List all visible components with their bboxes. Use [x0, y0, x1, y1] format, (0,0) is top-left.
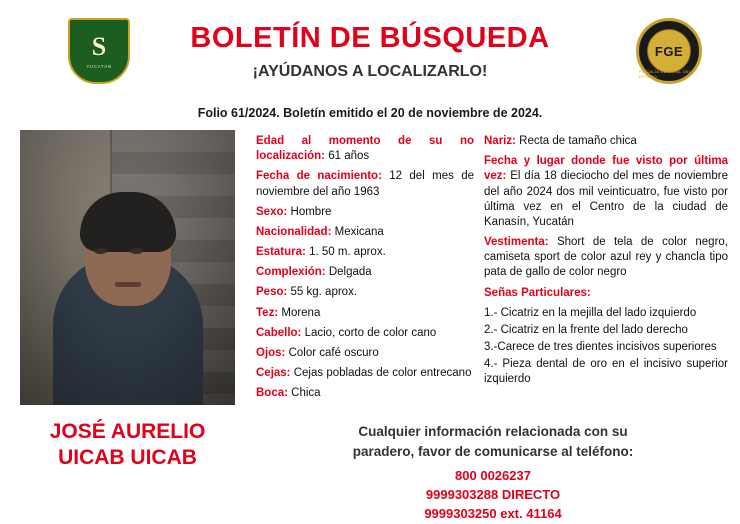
- detail-skin-value: Morena: [281, 306, 321, 319]
- photo-vignette: [20, 130, 235, 405]
- detail-last-seen: [484, 154, 728, 230]
- yucatan-state-crest-icon: [68, 18, 130, 84]
- contact-phone-list: [256, 467, 730, 524]
- senas-particulares-label: Señas Particulares:: [484, 286, 591, 299]
- detail-last-seen-value: El día 18 dieciocho del mes de noviembre del año 2024 dos mil veinticuatro, fue visto por última vez en el Centro de la ciudad de Kanasín, Yucatán: [484, 170, 728, 228]
- detail-hair-label: Cabello:: [256, 326, 302, 339]
- detail-nose-value: Recta de tamaño chica: [519, 135, 637, 147]
- detail-sex: [256, 205, 474, 220]
- detail-mouth: [256, 386, 474, 401]
- detail-nationality: [256, 225, 474, 240]
- detail-age: [256, 134, 474, 164]
- contact-phone[interactable]: 9999303250 ext. 41164: [424, 505, 562, 521]
- detail-eyes-value: Color café oscuro: [288, 346, 379, 359]
- detail-clothing: [484, 235, 728, 281]
- details-column-left: [256, 134, 474, 406]
- crest-letter: S: [91, 31, 107, 61]
- folio-line: Folio 61/2024. Boletín emitido el 20 de noviembre de 2024.: [197, 106, 543, 120]
- fge-seal-ring-text: FISCALÍA GENERAL DEL ESTADO: [639, 69, 692, 79]
- detail-mouth-value: Chica: [291, 387, 321, 400]
- detail-eyebrows: [256, 366, 474, 381]
- detail-sex-label: Sexo:: [256, 205, 288, 218]
- page-title: BOLETÍN DE BÚSQUEDA: [190, 22, 550, 54]
- contact-instruction: [256, 422, 730, 461]
- senas-item: 2.- Cicatriz en la frente del lado derecho: [484, 323, 688, 336]
- senas-item: 3.-Carece de tres dientes incisivos superiores: [484, 341, 717, 354]
- detail-build-value: Delgada: [328, 266, 372, 279]
- detail-skin: [256, 306, 474, 321]
- senas-item: 4.- Pieza dental de oro en el incisivo superior izquierdo: [484, 358, 728, 386]
- fge-seal-icon: [636, 18, 702, 84]
- contact-phone[interactable]: 9999303288 DIRECTO: [425, 486, 561, 502]
- detail-mouth-label: Boca:: [256, 387, 288, 400]
- detail-sex-value: Hombre: [290, 205, 332, 218]
- contact-instruction-line-2: paradero, favor de comunicarse al teléfono:: [352, 443, 634, 459]
- detail-weight: [256, 285, 474, 300]
- detail-eyes-label: Ojos:: [256, 346, 286, 359]
- person-name-line-1: JOSÉ AURELIO: [49, 420, 206, 443]
- detail-build-label: Complexión:: [256, 266, 326, 279]
- contact-phone[interactable]: 800 0026237: [455, 468, 531, 484]
- senas-particulares-list: [484, 306, 728, 388]
- detail-height-label: Estatura:: [256, 246, 306, 259]
- detail-hair-value: Lacio, corto de color cano: [304, 326, 437, 339]
- crest-caption: YUCATÁN: [86, 63, 112, 69]
- detail-birthdate: [256, 169, 474, 199]
- poster-body: [0, 130, 740, 521]
- detail-nationality-label: Nacionalidad:: [256, 225, 332, 238]
- page-subtitle: ¡AYÚDANOS A LOCALIZARLO!: [252, 63, 488, 80]
- detail-skin-label: Tez:: [256, 306, 279, 319]
- detail-build: [256, 265, 474, 280]
- detail-eyebrows-label: Cejas:: [256, 367, 291, 380]
- detail-eyes: [256, 346, 474, 361]
- photo-block: [20, 130, 235, 472]
- detail-clothing-value: Short de tela de color negro, camiseta sport de color azul rey y chancla tipo pata de gallo de color negro: [484, 236, 728, 279]
- detail-height-value: 1. 50 m. aprox.: [309, 246, 386, 259]
- contact-footer: [256, 422, 730, 524]
- fge-seal-text: FGE: [647, 29, 691, 73]
- detail-weight-value: 55 kg. aprox.: [290, 286, 358, 299]
- senas-item: 1.- Cicatriz en la mejilla del lado izquierdo: [484, 306, 697, 319]
- poster-header: [0, 0, 740, 92]
- missing-person-name: [20, 419, 235, 472]
- detail-age-label: Edad al momento de su no localización:: [256, 135, 474, 163]
- contact-instruction-line-1: Cualquier información relacionada con su: [358, 424, 628, 439]
- detail-nose-label: Nariz:: [484, 135, 516, 147]
- detail-clothing-label: Vestimenta:: [484, 236, 549, 249]
- detail-hair: [256, 326, 474, 341]
- detail-last-seen-label: Fecha y lugar donde fue visto por última vez:: [484, 155, 728, 183]
- person-name-line-2: UICAB UICAB: [58, 446, 197, 470]
- detail-weight-label: Peso:: [256, 286, 288, 299]
- detail-nose: [484, 134, 728, 149]
- detail-nationality-value: Mexicana: [334, 225, 384, 238]
- details-column-right: [484, 134, 728, 390]
- detail-age-value: 61 años: [328, 150, 370, 163]
- detail-eyebrows-value: Cejas pobladas de color entrecano: [293, 367, 472, 380]
- senas-particulares-label-row: [484, 286, 728, 301]
- detail-birthdate-value: 12 del mes de noviembre del año 1963: [256, 170, 474, 198]
- detail-height: [256, 245, 474, 260]
- missing-person-photo: [20, 130, 235, 405]
- detail-birthdate-label: Fecha de nacimiento:: [256, 170, 382, 183]
